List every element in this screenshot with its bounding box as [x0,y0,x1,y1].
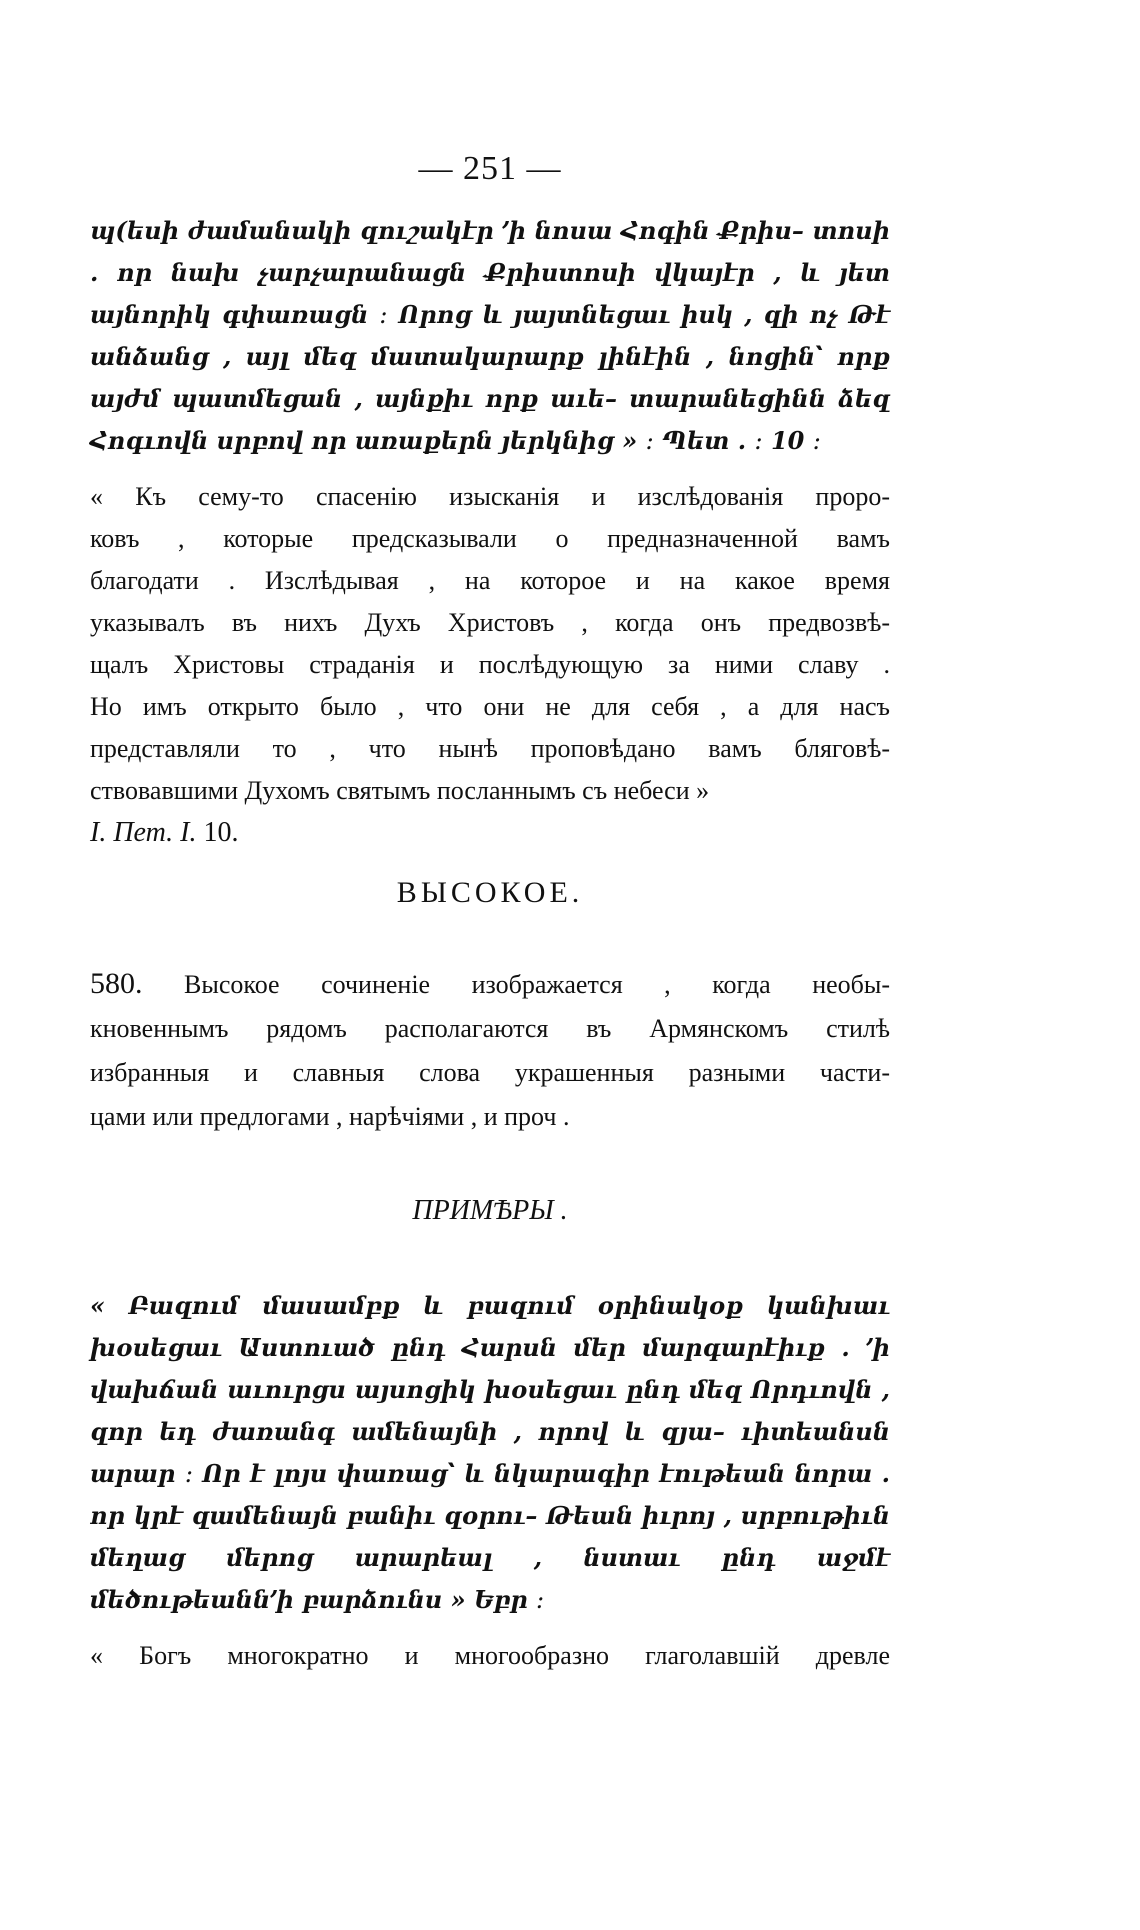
text-line: благодати . Изслѣдывая , на которое и на какое время [90,566,890,595]
text-line: щалъ Христовы страданія и послѣдующую за ними славу . [90,650,890,679]
reference-book: I. Пет. [90,817,174,848]
text-line: представляли то , что нынѣ проповѣдано вамъ бляговѣ- [90,734,890,763]
reference-chapter: I. [180,817,197,848]
russian-text-block-2 [90,1635,890,1677]
text-line: « Къ сему-то спасенію изысканія и изслѣдованія проро- [90,482,890,511]
text-line: ствовавшими Духомъ святымъ посланнымъ съ небеси » [90,776,710,805]
spacer [90,1621,890,1635]
text-line: ковъ , которые предсказывали о предназначенной вамъ [90,524,890,553]
paragraph-first-line [90,962,890,1007]
paragraph-580 [90,962,890,1139]
paragraph-number: 580. [90,967,143,1000]
text-line: кновеннымъ рядомъ располагаются въ Армянскомъ стилѣ [90,1014,890,1043]
russian-text-block-1 [90,476,890,812]
page [90,150,890,1677]
spacer [90,462,890,476]
text-line: указывалъ въ нихъ Духъ Христовъ , когда онъ предвозвѣ- [90,608,890,637]
text-line: Высокое сочиненіе изображается , когда необы- [184,970,891,999]
scripture-reference [90,812,890,854]
page-number: — 251 — [418,150,562,187]
text-line: цами или предлогами , нарѣчіями , и проч . [90,1102,570,1131]
text-line: Но имъ открыто было , что они не для себя , а для насъ [90,692,890,721]
text-line: избранныя и славныя слова украшенныя разными части- [90,1058,890,1087]
armenian-text-block-1: պ(եսի ժամանակի զուշակէր ՚ի նոսա Հոգին Քրիս– տոսի ․ որ նախ չարչարանացն Քրիստոսի վկայէր , և յետ այնորիկ գփառացն ։ Որոց և յայտնեցաւ իսկ , զի ոչ Թէ անձանց , այլ մեզ մատակարարք լինէին , նոցին՝ որք այժմ պատմեցան , այնքիւ որք աւե– տարանեցինն ձեզ Հոգւովն սրբով որ առաքերն յերկնից » ։ Պետ ․ ։ 10 ։ [90,216,890,455]
examples-heading: ПРИМѢРЫ . [412,1195,568,1226]
armenian-text-block-2: « Բազում մասամբք և բազում օրինակօք կանխաւ խօսեցաւ Աստուած ընդ Հարսն մեր մարգարէիւք ․ ՚ի վախճան աւուրցս այսոցիկ խօսեցաւ ընդ մեզ Որդւովն , զոր եդ ժառանգ ամենայնի , որով և զյա– ւիտեանսն արար ։ Որ է լոյս փառաց՝ և նկարագիր էութեան նորա ․ որ կրէ զամենայն բանիւ զօրու– Թեան իւրոյ , սրբութիւն մեղաց մերոց արարեալ , նստաւ ընդ աջմէ մեծութեանն՚ի բարձունս » Եբր ։ [90,1291,890,1614]
section-heading: ВЫСОКОЕ. [396,876,584,909]
reference-verse: 10. [203,817,239,848]
text-line: « Богъ многократно и многообразно глаголавшій древле [90,1641,890,1670]
